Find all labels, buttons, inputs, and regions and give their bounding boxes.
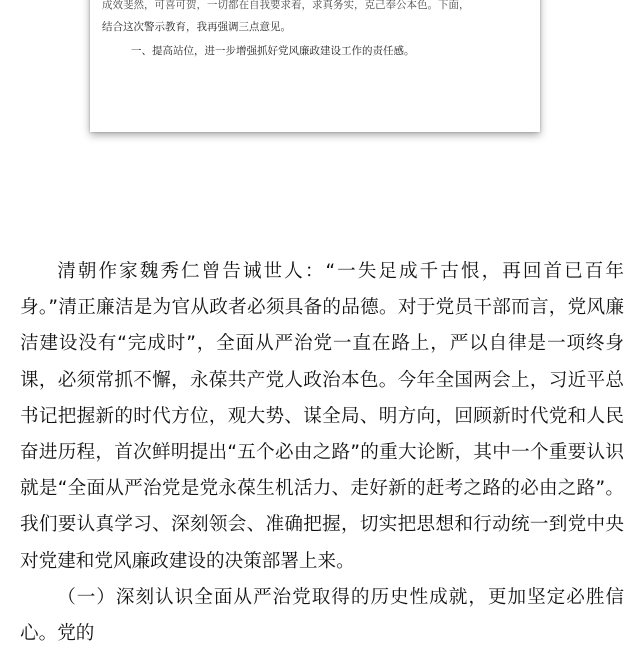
- page-preview-card[interactable]: [90, 0, 540, 132]
- document-paragraph: （一）深刻认识全面从严治党取得的历史性成就，更加坚定必胜信心。党的: [20, 586, 624, 645]
- document-body: [20, 254, 624, 652]
- preview-text-line: 一、提高站位，进一步增强抓好党风廉政建设工作的责任感。: [131, 45, 415, 57]
- preview-text-line: 成效斐然，可喜可贺，一切都在自我要求着，求真务实，克己奉公本色。下面，: [102, 0, 470, 11]
- document-paragraph: 清朝作家魏秀仁曾告诫世人：“一失足成千古恨，再回首已百年身。”清正廉洁是为官从政者必须具备的品德。对于党员干部而言，党风廉洁建设没有“完成时”，全面从严治党一直在路上，严以自律是一项终身课，必须常抓不懈，永葆共产党人政治本色。今年全国两会上，习近平总书记把握新的时代方位，观大势、谋全局、明方向，回顾新时代党和人民奋进历程，首次鲜明提出“五个必由之路”的重大论断，其中一个重要认识就是“全面从严治党是党永葆生机活力、走好新的赶考之路的必由之路”。我们要认真学习、深刻领会、准确把握，切实把思想和行动统一到党中央对党建和党风廉政建设的决策部署上来。: [20, 261, 624, 572]
- preview-text-line: 结合这次警示教育，我再强调三点意见。: [102, 21, 291, 33]
